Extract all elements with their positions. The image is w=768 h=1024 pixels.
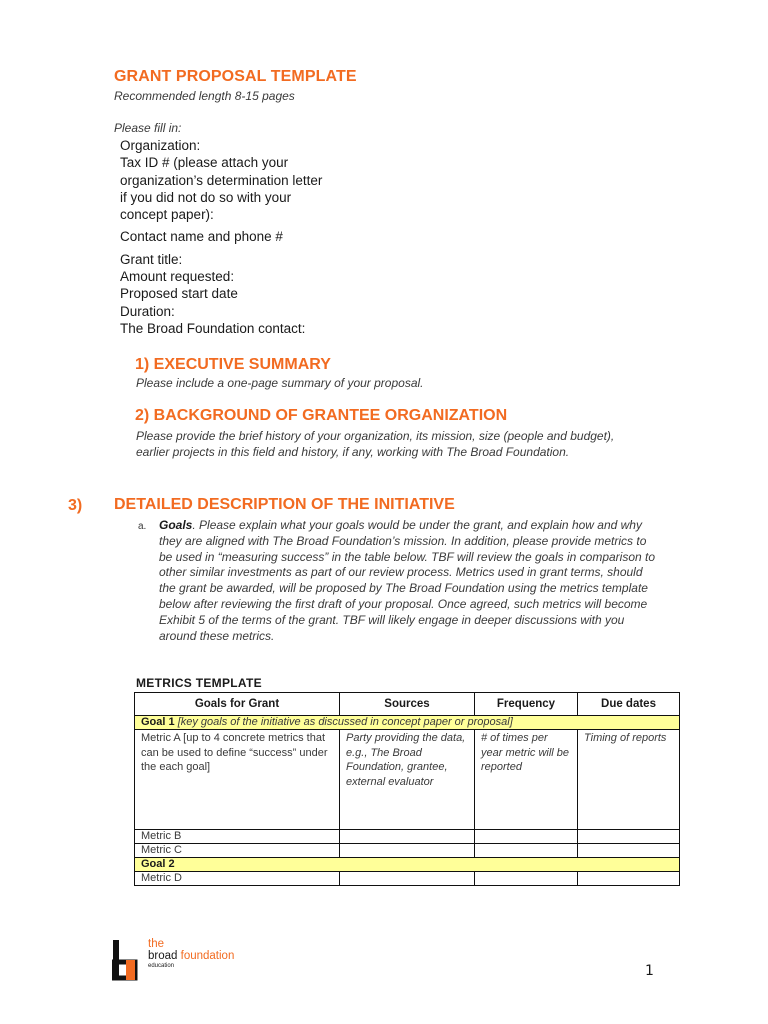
logo-foundation: foundation [180, 950, 235, 962]
empty-cell [340, 872, 475, 886]
empty-cell [340, 830, 475, 844]
sources-a-cell: Party providing the data, e.g., The Broad Foundation, grantee, external evaluator [340, 730, 475, 830]
section-3-heading: DETAILED DESCRIPTION OF THE INITIATIVE [114, 496, 455, 513]
goal-2-cell [135, 858, 680, 872]
tax-id-line: organization’s determination letter [120, 172, 323, 188]
metric-a-cell: Metric A [up to 4 concrete metrics that can be used to define “success” under the each goal] [135, 730, 340, 830]
metrics-template-label: METRICS TEMPLATE [136, 676, 262, 690]
tax-id-field [120, 154, 360, 223]
empty-cell [475, 872, 578, 886]
section-2-desc: Please provide the brief history of your organization, its mission, size (people and budget), earlier projects in this field and history, if any, working with The Broad Foundation. [136, 429, 615, 459]
col-header-due-dates: Due dates [578, 693, 680, 716]
proposal-fields [120, 137, 360, 337]
table-header-row [135, 693, 680, 716]
empty-cell [578, 872, 680, 886]
metric-b-cell: Metric B [135, 830, 340, 844]
broad-contact-field: The Broad Foundation contact: [120, 320, 306, 336]
goals-item [138, 518, 658, 644]
goal-2-label: Goal 2 [141, 858, 175, 870]
goals-body: . Please explain what your goals would be under the grant, and explain how and why they are aligned with The Broad Foundation’s mission. In addition, please provide metrics to be used in “measuring success” in the table below. TBF will review the goals in comparison to other similar investments as part of our review process. Metrics used in grant terms, should the grant be awarded, will be proposed by The Broad Foundation using the metrics template below after reviewing the first draft of your proposal. Once agreed, such metrics will become Exhibit 5 of the terms of the grant. TBF will likely engage in deeper discussions with you around these metrics. [159, 518, 656, 643]
section-1-desc: Please include a one-page summary of your proposal. [136, 376, 424, 390]
start-date-field: Proposed start date [120, 286, 238, 302]
page-title: GRANT PROPOSAL TEMPLATE [114, 68, 357, 85]
logo-wordmark [148, 938, 234, 970]
metric-a-row [135, 730, 680, 830]
goals-text [159, 518, 658, 644]
frequency-a-cell: # of times per year metric will be reported [475, 730, 578, 830]
fill-in-label: Please fill in: [114, 121, 182, 135]
organization-field: Organization: [120, 138, 201, 153]
logo-name [148, 950, 234, 962]
col-header-goals: Goals for Grant [135, 693, 340, 716]
empty-cell [340, 844, 475, 858]
metric-d-row [135, 872, 680, 886]
tax-id-line: if you did not do so with your [120, 189, 292, 205]
list-marker: a. [138, 521, 147, 532]
metric-c-cell: Metric C [135, 844, 340, 858]
col-header-sources: Sources [340, 693, 475, 716]
empty-cell [475, 830, 578, 844]
section-3-number: 3) [68, 497, 83, 514]
goal-1-note: [key goals of the initiative as discussed in concept paper or proposal] [177, 716, 513, 728]
logo-the: the [148, 938, 164, 950]
goal-1-row [135, 716, 680, 730]
metrics-table [134, 692, 680, 886]
col-header-frequency: Frequency [475, 693, 578, 716]
logo-broad: broad [148, 950, 178, 962]
contact-field: Contact name and phone # [120, 229, 283, 245]
recommended-length: Recommended length 8-15 pages [114, 89, 295, 103]
section-2-heading: 2) BACKGROUND OF GRANTEE ORGANIZATION [135, 407, 508, 424]
empty-cell [578, 830, 680, 844]
goals-label: Goals [159, 518, 193, 532]
goal-1-cell [135, 716, 680, 730]
duration-field: Duration: [120, 303, 175, 319]
goal-1-label: Goal 1 [141, 716, 175, 728]
goal-2-row [135, 858, 680, 872]
logo-education: education [148, 963, 175, 969]
metric-d-cell: Metric D [135, 872, 340, 886]
due-a-cell: Timing of reports [578, 730, 680, 830]
empty-cell [475, 844, 578, 858]
section-1-heading: 1) EXECUTIVE SUMMARY [135, 356, 331, 373]
tax-id-line: Tax ID # (please attach your [120, 155, 289, 171]
tax-id-line: concept paper): [120, 207, 214, 223]
metric-c-row [135, 844, 680, 858]
empty-cell [578, 844, 680, 858]
amount-field: Amount requested: [120, 269, 235, 285]
grant-title-field: Grant title: [120, 251, 183, 267]
page-number: 1 [645, 963, 654, 979]
metric-b-row [135, 830, 680, 844]
